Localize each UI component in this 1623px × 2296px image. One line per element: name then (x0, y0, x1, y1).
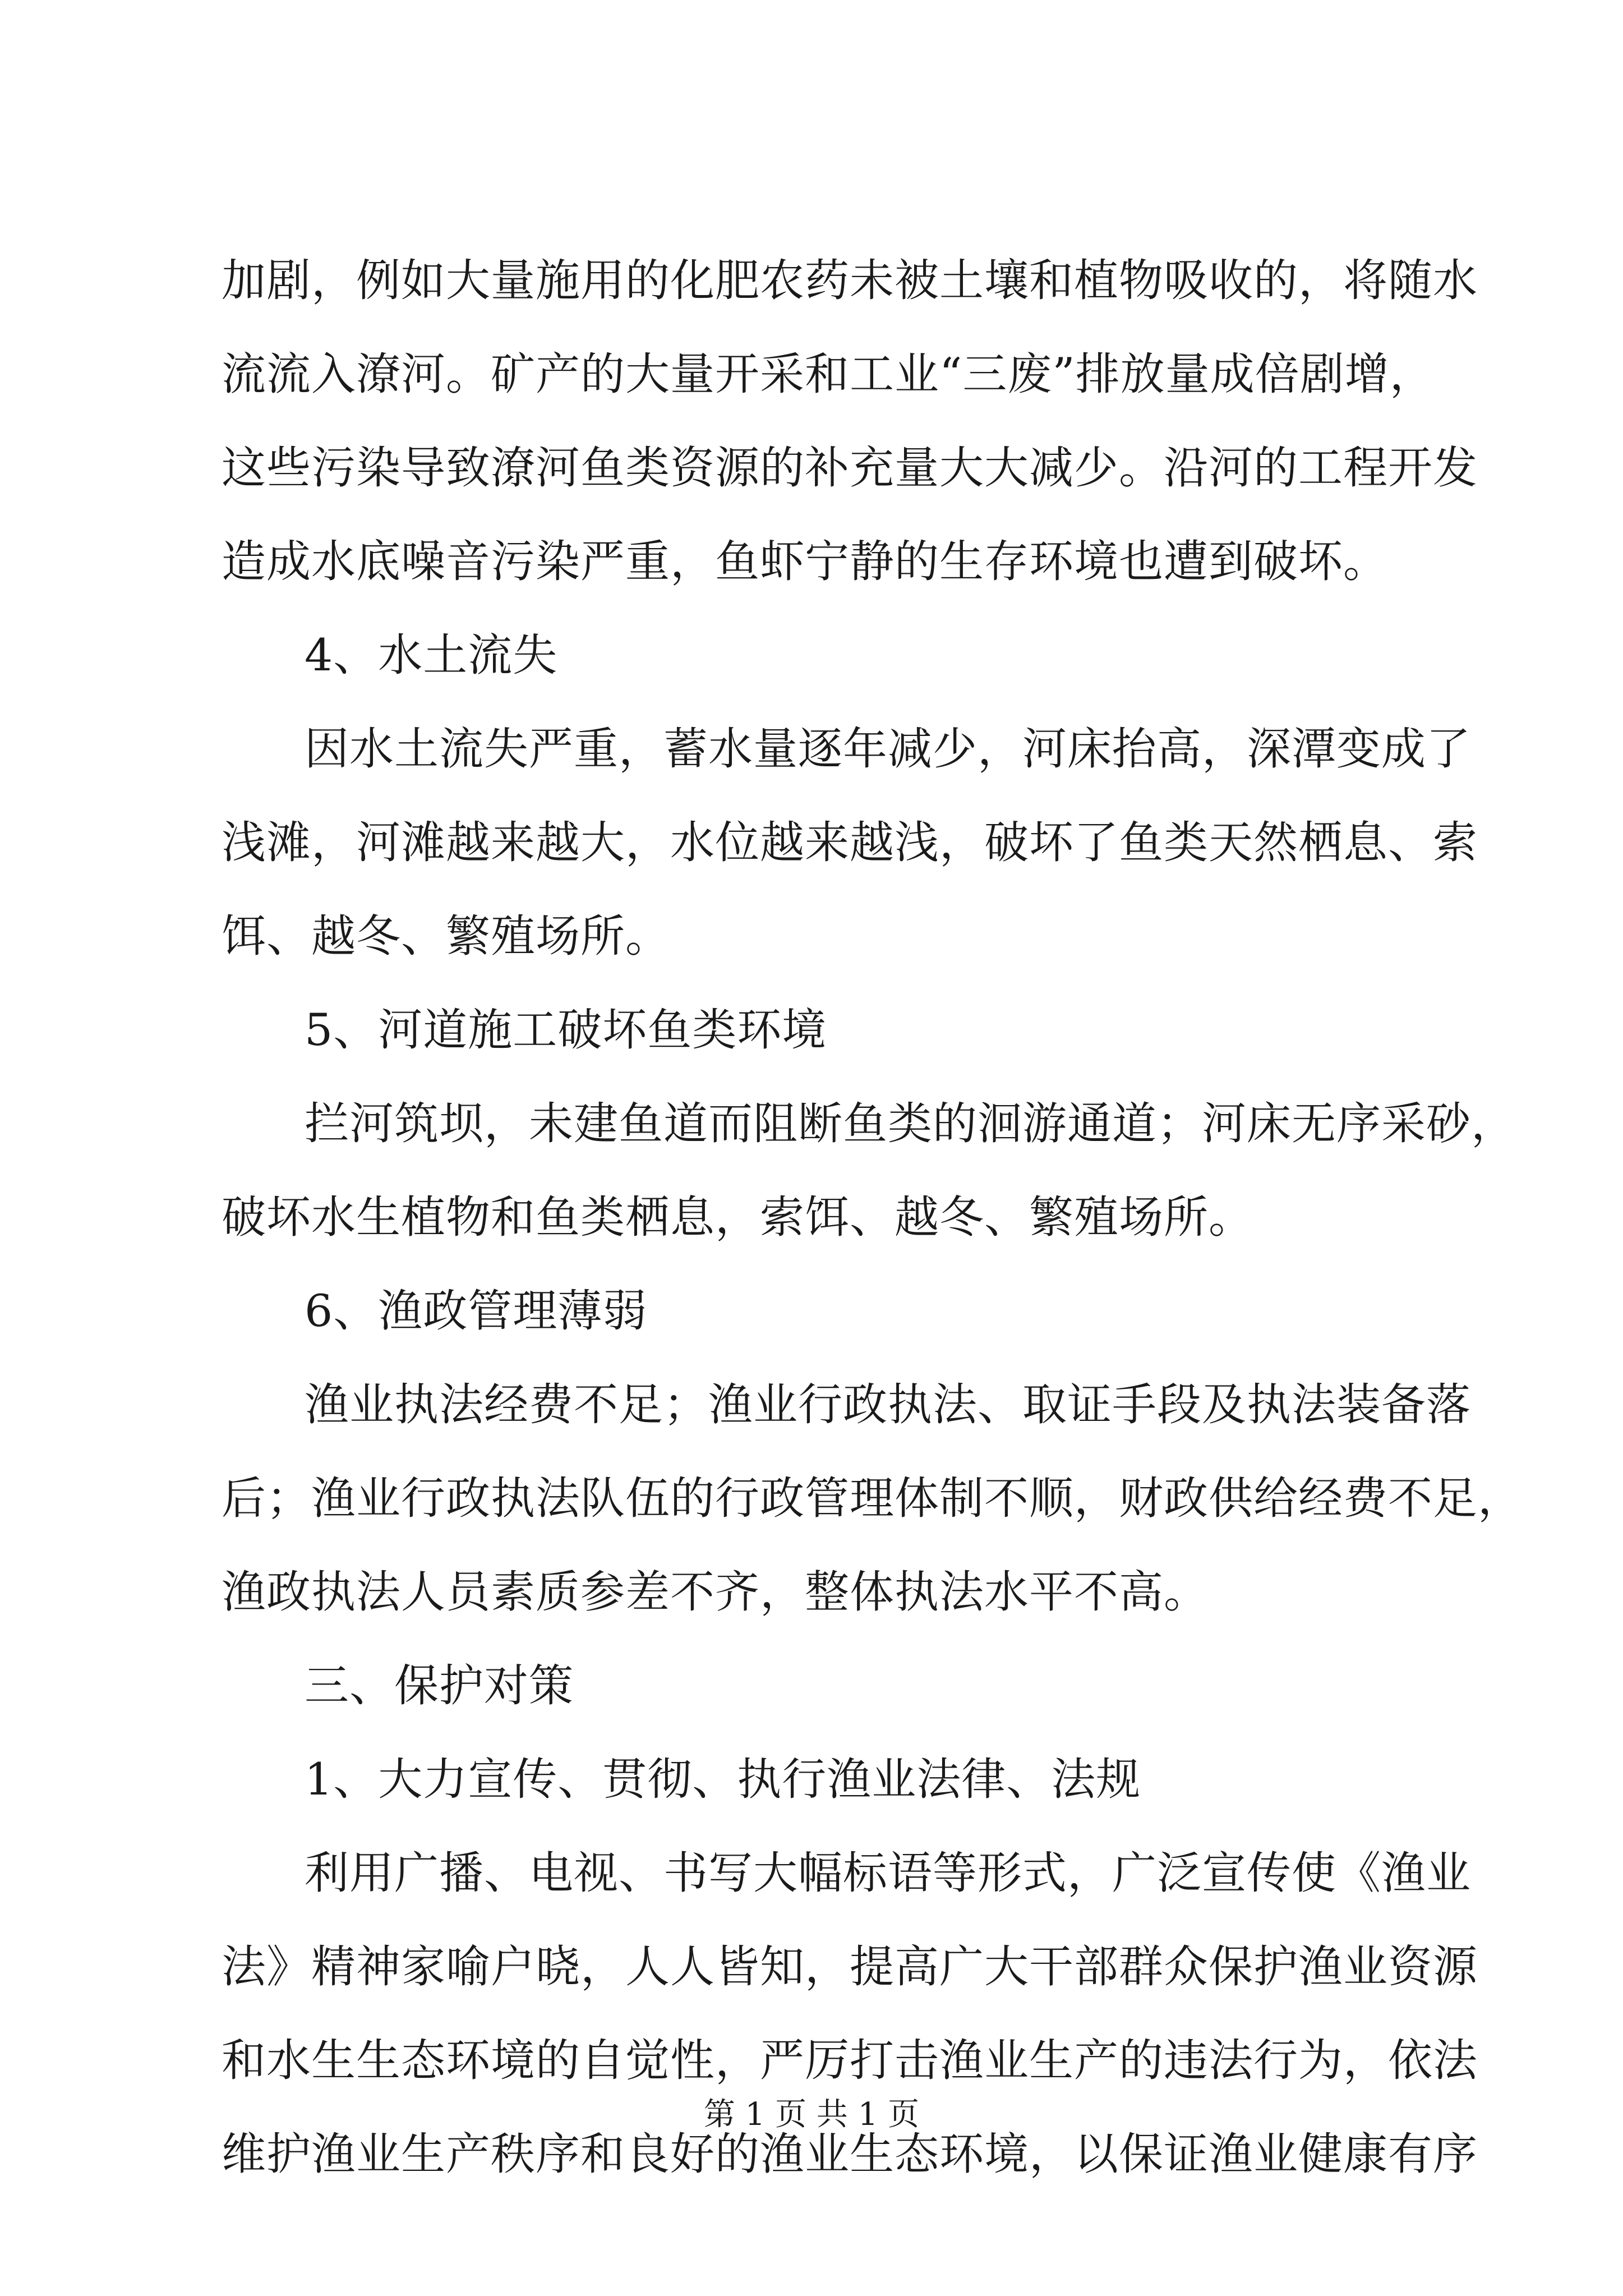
paragraph-line: 维护渔业生产秩序和良好的渔业生态环境，以保证渔业健康有序 (222, 2128, 1478, 2180)
section-heading: 6、渔政管理薄弱 (305, 1285, 648, 1337)
paragraph-line: 因水土流失严重，蓄水量逐年减少，河床抬高，深潭变成了 (305, 723, 1471, 775)
section-heading: 4、水土流失 (305, 629, 558, 681)
section-heading: 三、保护对策 (305, 1660, 574, 1711)
paragraph-line: 流流入潦河。矿产的大量开采和工业“三废”排放量成倍剧增， (222, 348, 1435, 400)
paragraph-line: 渔政执法人员素质参差不齐，整体执法水平不高。 (222, 1566, 1209, 1618)
paragraph-line: 饵、越冬、繁殖场所。 (222, 910, 670, 962)
paragraph-line: 利用广播、电视、书写大幅标语等形式，广泛宣传使《渔业 (305, 1847, 1471, 1899)
paragraph-line: 后；渔业行政执法队伍的行政管理体制不顺，财政供给经费不足， (222, 1473, 1523, 1524)
paragraph-line: 法》精神家喻户晓，人人皆知，提高广大干部群众保护渔业资源 (222, 1941, 1478, 1993)
section-heading: 5、河道施工破坏鱼类环境 (305, 1004, 827, 1056)
paragraph-line: 这些污染导致潦河鱼类资源的补充量大大减少。沿河的工程开发 (222, 442, 1478, 494)
paragraph-line: 浅滩，河滩越来越大，水位越来越浅，破坏了鱼类天然栖息、索 (222, 817, 1478, 868)
paragraph-line: 加剧，例如大量施用的化肥农药未被土壤和植物吸收的，将随水 (222, 255, 1478, 306)
paragraph-line: 破坏水生植物和鱼类栖息，索饵、越冬、繁殖场所。 (222, 1191, 1253, 1243)
paragraph-line: 和水生生态环境的自觉性，严厉打击渔业生产的违法行为，依法 (222, 2035, 1478, 2086)
paragraph-line: 渔业执法经费不足；渔业行政执法、取证手段及执法装备落 (305, 1379, 1471, 1430)
paragraph-line: 造成水底噪音污染严重，鱼虾宁静的生存环境也遭到破坏。 (222, 536, 1388, 587)
page-footer: 第 1 页 共 1 页 (703, 2096, 920, 2133)
paragraph-line: 拦河筑坝，未建鱼道而阻断鱼类的洄游通道；河床无序采砂， (305, 1098, 1516, 1149)
section-heading: 1、大力宣传、贯彻、执行渔业法律、法规 (305, 1754, 1141, 1805)
